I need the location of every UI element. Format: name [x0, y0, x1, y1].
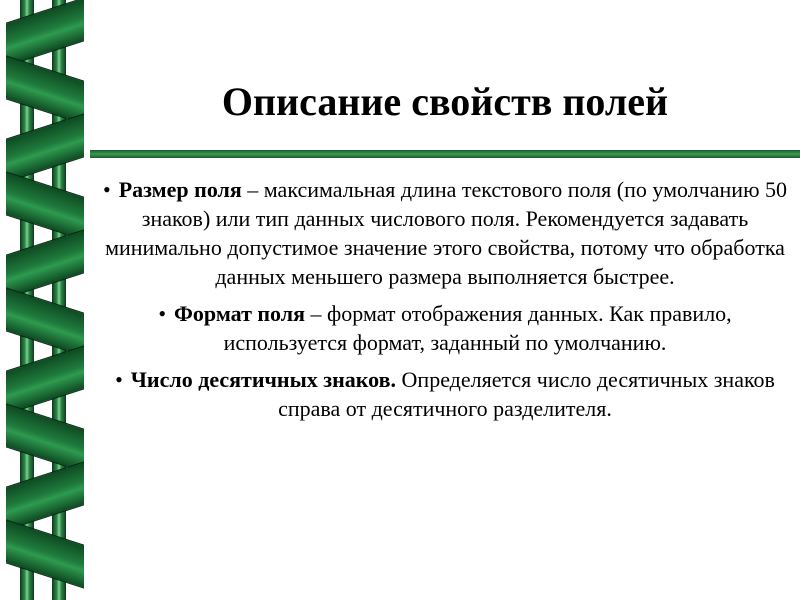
ribbon-band	[6, 403, 84, 472]
bullet-mark: •	[158, 301, 167, 326]
ribbon-band	[6, 345, 84, 414]
ribbon-band	[6, 287, 84, 356]
term-field-format: Формат поля	[174, 301, 306, 326]
bullet-item-decimal-places	[100, 365, 790, 423]
description-field-format: – формат отображения данных. Как правило, используется формат, заданный по умолчанию.	[223, 301, 732, 355]
ribbon-band	[6, 461, 84, 530]
bullet-mark: •	[102, 177, 111, 202]
ribbon-band	[6, 171, 84, 240]
ribbon-band	[6, 229, 84, 298]
bullet-item-field-size	[100, 175, 790, 291]
term-decimal-places: Число десятичных знаков.	[130, 367, 397, 392]
title-divider	[90, 150, 800, 158]
slide-title: Описание свойств полей	[221, 79, 669, 124]
bullet-item-field-format	[100, 299, 790, 357]
term-field-size: Размер поля	[118, 177, 242, 202]
bullet-list	[100, 175, 790, 431]
decorative-ribbon-column	[0, 0, 90, 600]
ribbon-band	[6, 0, 84, 67]
ribbon-band	[6, 519, 84, 588]
description-decimal-places: Определяется число десятичных знаков справа от десятичного разделителя.	[278, 367, 775, 421]
ribbon-band	[6, 113, 84, 182]
ribbon-band	[6, 55, 84, 124]
bullet-mark: •	[115, 367, 123, 392]
description-field-size: – максимальная длина текстового поля (по умолчанию 50 знаков) или тип данных числового поля. Рекомендуется задавать минимально допустимое значение этого свойства, потому что обработка данных меньшего размера выполняется быстрее.	[105, 177, 788, 289]
